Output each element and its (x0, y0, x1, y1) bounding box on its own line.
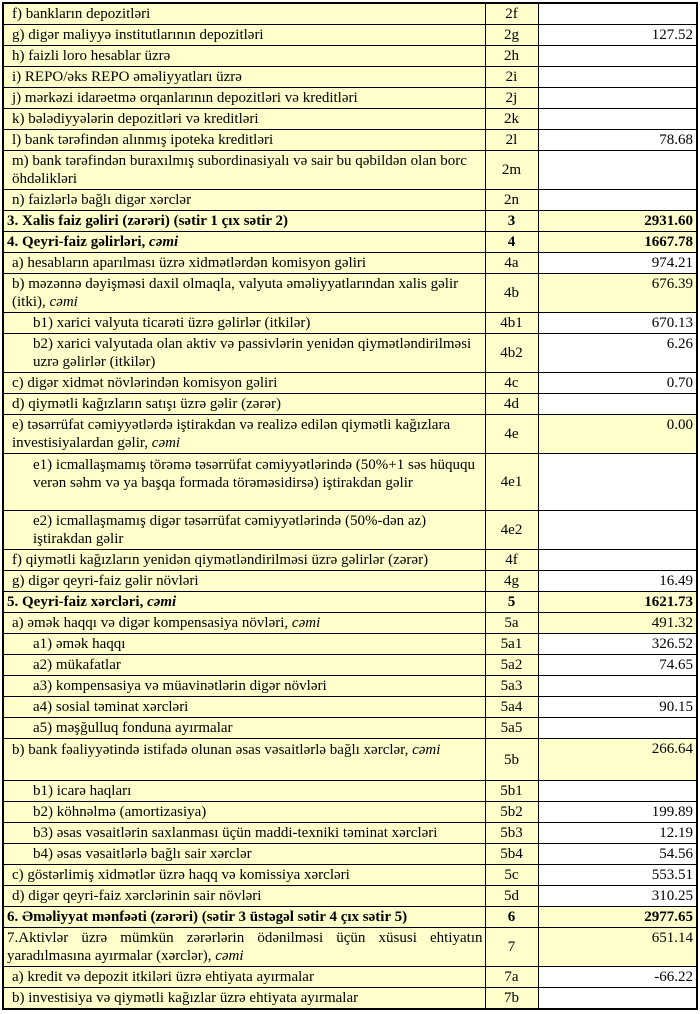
row-value-cell: 2931.60 (538, 211, 697, 232)
row-label-text: b2) xarici valyutada olan aktiv və passivlərin yenidən qiymətləndirilməsi uzrə gəlirlər (itkilər) (33, 336, 472, 370)
table-row (3, 151, 697, 190)
row-label-text: d) qiymətli kağızların satışı üzrə gəlir (zərər) (12, 396, 282, 412)
row-label-cell (3, 988, 485, 1010)
row-label-cell (3, 211, 485, 232)
row-label-text: g) digər maliyyə institutlarının depozitləri (12, 27, 264, 43)
row-label-text: e) təsərrüfat cəmiyyətlərdə iştirakdan və realizə edilən qiymətli kağızlara investisiyalardan gəlir, (12, 417, 451, 451)
row-code-cell: 5a1 (485, 634, 538, 655)
table-row (3, 613, 697, 634)
row-value-cell: 974.21 (538, 253, 697, 274)
row-label-text: b1) icarə haqları (33, 783, 132, 799)
row-label-text: b2) köhnəlmə (amortizasiya) (33, 804, 207, 820)
row-label-text: a) hesabların aparılması üzrə xidmətlərdən komisyon gəliri (12, 255, 367, 271)
row-label-text: g) digər qeyri-faiz gəlir növləri (12, 573, 199, 589)
row-code-cell: 4b (485, 274, 538, 313)
row-code-cell: 4b2 (485, 334, 538, 373)
row-label-cell (3, 844, 485, 865)
row-label-italic-text: cəmi (151, 435, 181, 451)
table-row (3, 823, 697, 844)
row-label-cell (3, 46, 485, 67)
row-value-cell: 90.15 (538, 697, 697, 718)
row-value-cell (538, 718, 697, 739)
row-code-cell: 7 (485, 928, 538, 967)
row-value-cell: 78.68 (538, 130, 697, 151)
row-value-cell: 1621.73 (538, 592, 697, 613)
row-code-cell: 3 (485, 211, 538, 232)
table-row (3, 634, 697, 655)
row-label-text: 4. Qeyri-faiz gəlirləri, (7, 234, 150, 250)
row-label-cell (3, 313, 485, 334)
row-code-cell: 5a2 (485, 655, 538, 676)
row-value-cell: 326.52 (538, 634, 697, 655)
row-value-cell: 0.70 (538, 373, 697, 394)
row-label-text: k) bələdiyyələrin depozitləri və kreditləri (12, 111, 259, 127)
row-label-cell (3, 928, 485, 967)
table-row (3, 550, 697, 571)
row-code-cell: 2i (485, 67, 538, 88)
row-code-cell: 4f (485, 550, 538, 571)
row-label-cell (3, 454, 485, 511)
row-label-text: a1) əmək haqqı (33, 636, 126, 652)
row-value-cell (538, 454, 697, 511)
table-row (3, 511, 697, 550)
table-row (3, 697, 697, 718)
table-row (3, 718, 697, 739)
table-row (3, 967, 697, 988)
row-value-cell (538, 550, 697, 571)
income-statement-table (2, 2, 698, 1010)
row-label-italic-text: cəmi (49, 294, 78, 310)
row-label-text: c) digər xidmət növlərindən komisyon gəliri (12, 375, 278, 391)
row-label-cell (3, 550, 485, 571)
row-label-text: b1) xarici valyuta ticarəti üzrə gəlirlər (itkilər) (33, 315, 311, 331)
row-label-cell (3, 373, 485, 394)
row-label-cell (3, 88, 485, 109)
row-label-cell (3, 274, 485, 313)
row-label-text: j) mərkəzi idarəetmə orqanlarının depozitləri və kreditləri (12, 90, 358, 106)
row-label-cell (3, 3, 485, 25)
table-row (3, 865, 697, 886)
row-code-cell: 5a (485, 613, 538, 634)
table-row (3, 781, 697, 802)
row-code-cell: 7b (485, 988, 538, 1010)
row-label-cell (3, 151, 485, 190)
table-row (3, 3, 697, 25)
row-label-text: 3. Xalis faiz gəliri (zərəri) (sətir 1 çıx sətir 2) (7, 213, 288, 229)
row-label-cell (3, 415, 485, 454)
row-code-cell: 6 (485, 907, 538, 928)
row-label-text: h) faizli loro hesablar üzrə (12, 48, 171, 64)
table-row (3, 886, 697, 907)
row-code-cell: 7a (485, 967, 538, 988)
row-code-cell: 5d (485, 886, 538, 907)
row-value-cell: 266.64 (538, 739, 697, 781)
row-label-text: b) bank fəaliyyətində istifadə olunan əsas vəsaitlərlə bağlı xərclər, (12, 742, 413, 758)
row-code-cell: 4b1 (485, 313, 538, 334)
row-label-text: a) kredit və depozit itkiləri üzrə ehtiyata ayırmalar (12, 969, 314, 985)
row-value-cell: 12.19 (538, 823, 697, 844)
table-row (3, 739, 697, 781)
row-value-cell: 16.49 (538, 571, 697, 592)
row-value-cell (538, 781, 697, 802)
row-label-cell (3, 25, 485, 46)
row-label-text: b) investisiya və qiymətli kağızlar üzrə ehtiyata ayırmalar (12, 990, 359, 1006)
row-label-text: i) REPO/əks REPO əməliyyatları üzrə (12, 69, 242, 85)
row-code-cell: 4c (485, 373, 538, 394)
row-label-text: e2) icmallaşmamış digər təsərrüfat cəmiyyətlərində (50%-dən az) iştirakdan gəlir (33, 513, 427, 547)
row-code-cell: 4a (485, 253, 538, 274)
table-row (3, 454, 697, 511)
row-value-cell: 1667.78 (538, 232, 697, 253)
row-value-cell: 676.39 (538, 274, 697, 313)
row-code-cell: 2m (485, 151, 538, 190)
row-label-cell (3, 865, 485, 886)
row-value-cell: 310.25 (538, 886, 697, 907)
row-label-cell (3, 394, 485, 415)
row-label-italic-text: cəmi (291, 615, 321, 631)
row-value-cell: 6.26 (538, 334, 697, 373)
row-value-cell (538, 190, 697, 211)
row-label-text: f) qiymətli kağızların yenidən qiymətləndirilməsi üzrə gəlirlər (zərər) (12, 552, 429, 568)
row-value-cell: 553.51 (538, 865, 697, 886)
row-label-cell (3, 634, 485, 655)
income-statement-rows (3, 3, 697, 1009)
row-label-text: e1) icmallaşmamış törəmə təsərrüfat cəmiyyətlərində (50%+1 səs hüququ verən səhm və ya başqa formada törəməsidirsə) iştirakdan gəlir (33, 457, 476, 491)
row-label-cell (3, 802, 485, 823)
table-row (3, 253, 697, 274)
row-code-cell: 5a5 (485, 718, 538, 739)
row-code-cell: 5b2 (485, 802, 538, 823)
row-label-cell (3, 130, 485, 151)
row-label-text: a4) sosial təminat xərcləri (33, 699, 189, 715)
row-code-cell: 2f (485, 3, 538, 25)
table-row (3, 928, 697, 967)
row-code-cell: 4d (485, 394, 538, 415)
row-code-cell: 5b3 (485, 823, 538, 844)
row-code-cell: 5b1 (485, 781, 538, 802)
row-label-cell (3, 190, 485, 211)
row-value-cell (538, 109, 697, 130)
row-value-cell: 0.00 (538, 415, 697, 454)
row-code-cell: 5a4 (485, 697, 538, 718)
row-value-cell (538, 988, 697, 1010)
row-label-cell (3, 907, 485, 928)
table-row (3, 844, 697, 865)
row-value-cell: 74.65 (538, 655, 697, 676)
table-row (3, 334, 697, 373)
table-row (3, 25, 697, 46)
row-label-cell (3, 886, 485, 907)
row-value-cell: -66.22 (538, 967, 697, 988)
row-value-cell (538, 67, 697, 88)
row-code-cell: 4g (485, 571, 538, 592)
row-code-cell: 4e2 (485, 511, 538, 550)
row-code-cell: 5b (485, 739, 538, 781)
row-code-cell: 5 (485, 592, 538, 613)
row-label-cell (3, 823, 485, 844)
table-row (3, 415, 697, 454)
table-row (3, 274, 697, 313)
row-label-cell (3, 67, 485, 88)
row-value-cell: 199.89 (538, 802, 697, 823)
row-label-text: b) məzənnə dəyişməsi daxil olmaqla, valyuta əməliyyatlarından xalis gəlir (itki), (12, 276, 459, 310)
table-row (3, 46, 697, 67)
table-row (3, 592, 697, 613)
row-label-text: a3) kompensasiya və müavinətlərin digər növləri (33, 678, 327, 694)
row-value-cell: 491.32 (538, 613, 697, 634)
row-label-cell (3, 697, 485, 718)
row-value-cell: 670.13 (538, 313, 697, 334)
row-code-cell: 2h (485, 46, 538, 67)
row-label-cell (3, 571, 485, 592)
table-row (3, 373, 697, 394)
row-code-cell: 4 (485, 232, 538, 253)
row-label-cell (3, 232, 485, 253)
row-label-italic-text: cəmi (412, 742, 441, 758)
row-label-text: b3) əsas vəsaitlərin saxlanması üçün maddi-texniki təminat xərcləri (33, 825, 438, 841)
row-label-cell (3, 592, 485, 613)
table-row (3, 988, 697, 1010)
row-value-cell (538, 88, 697, 109)
row-label-text: n) faizlərlə bağlı digər xərclər (12, 192, 192, 208)
row-label-text: f) bankların depozitləri (12, 6, 151, 22)
row-value-cell (538, 676, 697, 697)
row-label-text: b4) əsas vəsaitlərlə bağlı sair xərclər (33, 846, 252, 862)
row-label-text: c) göstərlimiş xidmətlər üzrə haqq və komissiya xərcləri (12, 867, 350, 883)
row-code-cell: 4e (485, 415, 538, 454)
row-label-cell (3, 613, 485, 634)
row-label-cell (3, 253, 485, 274)
row-label-text: a5) məşğulluq fonduna ayırmalar (33, 720, 233, 736)
row-label-text: a) əmək haqqı və digər kompensasiya növləri, (12, 615, 292, 631)
row-value-cell: 2977.65 (538, 907, 697, 928)
row-label-text: 7.Aktivlər üzrə mümkün zərərlərin ödənilməsi üçün xüsusi ehtiyatın yaradılmasına ayırmalar (xərclər), (7, 930, 483, 964)
row-code-cell: 2n (485, 190, 538, 211)
row-label-text: 5. Qeyri-faiz xərcləri, (7, 594, 148, 610)
row-label-cell (3, 109, 485, 130)
table-row (3, 190, 697, 211)
row-label-cell (3, 655, 485, 676)
table-row (3, 313, 697, 334)
table-row (3, 394, 697, 415)
row-value-cell: 127.52 (538, 25, 697, 46)
row-label-text: a2) mükafatlar (33, 657, 121, 673)
row-label-cell (3, 511, 485, 550)
row-label-cell (3, 781, 485, 802)
table-row (3, 655, 697, 676)
row-code-cell: 4e1 (485, 454, 538, 511)
row-code-cell: 2g (485, 25, 538, 46)
table-row (3, 802, 697, 823)
row-label-cell (3, 334, 485, 373)
row-label-cell (3, 676, 485, 697)
row-label-cell (3, 739, 485, 781)
row-label-italic-text: cəmi (149, 234, 179, 250)
row-label-text: l) bank tərəfindən alınmış ipoteka kreditləri (12, 132, 274, 148)
row-code-cell: 5b4 (485, 844, 538, 865)
row-label-italic-text: cəmi (215, 948, 244, 964)
row-value-cell (538, 46, 697, 67)
table-row (3, 109, 697, 130)
table-row (3, 130, 697, 151)
row-label-cell (3, 718, 485, 739)
row-value-cell: 651.14 (538, 928, 697, 967)
row-label-italic-text: cəmi (147, 594, 177, 610)
table-row (3, 67, 697, 88)
row-value-cell (538, 511, 697, 550)
row-code-cell: 2j (485, 88, 538, 109)
row-value-cell: 54.56 (538, 844, 697, 865)
row-value-cell (538, 394, 697, 415)
row-label-text: m) bank tərəfindən buraxılmış subordinasiyalı və sair bu qəbildən olan borc öhdəlikləri (12, 153, 467, 187)
row-value-cell (538, 3, 697, 25)
table-row (3, 571, 697, 592)
row-code-cell: 5a3 (485, 676, 538, 697)
row-code-cell: 5c (485, 865, 538, 886)
row-label-text: d) digər qeyri-faiz xərclərinin sair növləri (12, 888, 262, 904)
row-label-text: 6. Əməliyyat mənfəəti (zərəri) (sətir 3 üstəgəl sətir 4 çıx sətir 5) (7, 909, 408, 925)
table-row (3, 211, 697, 232)
row-label-cell (3, 967, 485, 988)
row-code-cell: 2l (485, 130, 538, 151)
table-row (3, 676, 697, 697)
row-value-cell (538, 151, 697, 190)
row-code-cell: 2k (485, 109, 538, 130)
table-row (3, 907, 697, 928)
table-row (3, 88, 697, 109)
table-row (3, 232, 697, 253)
